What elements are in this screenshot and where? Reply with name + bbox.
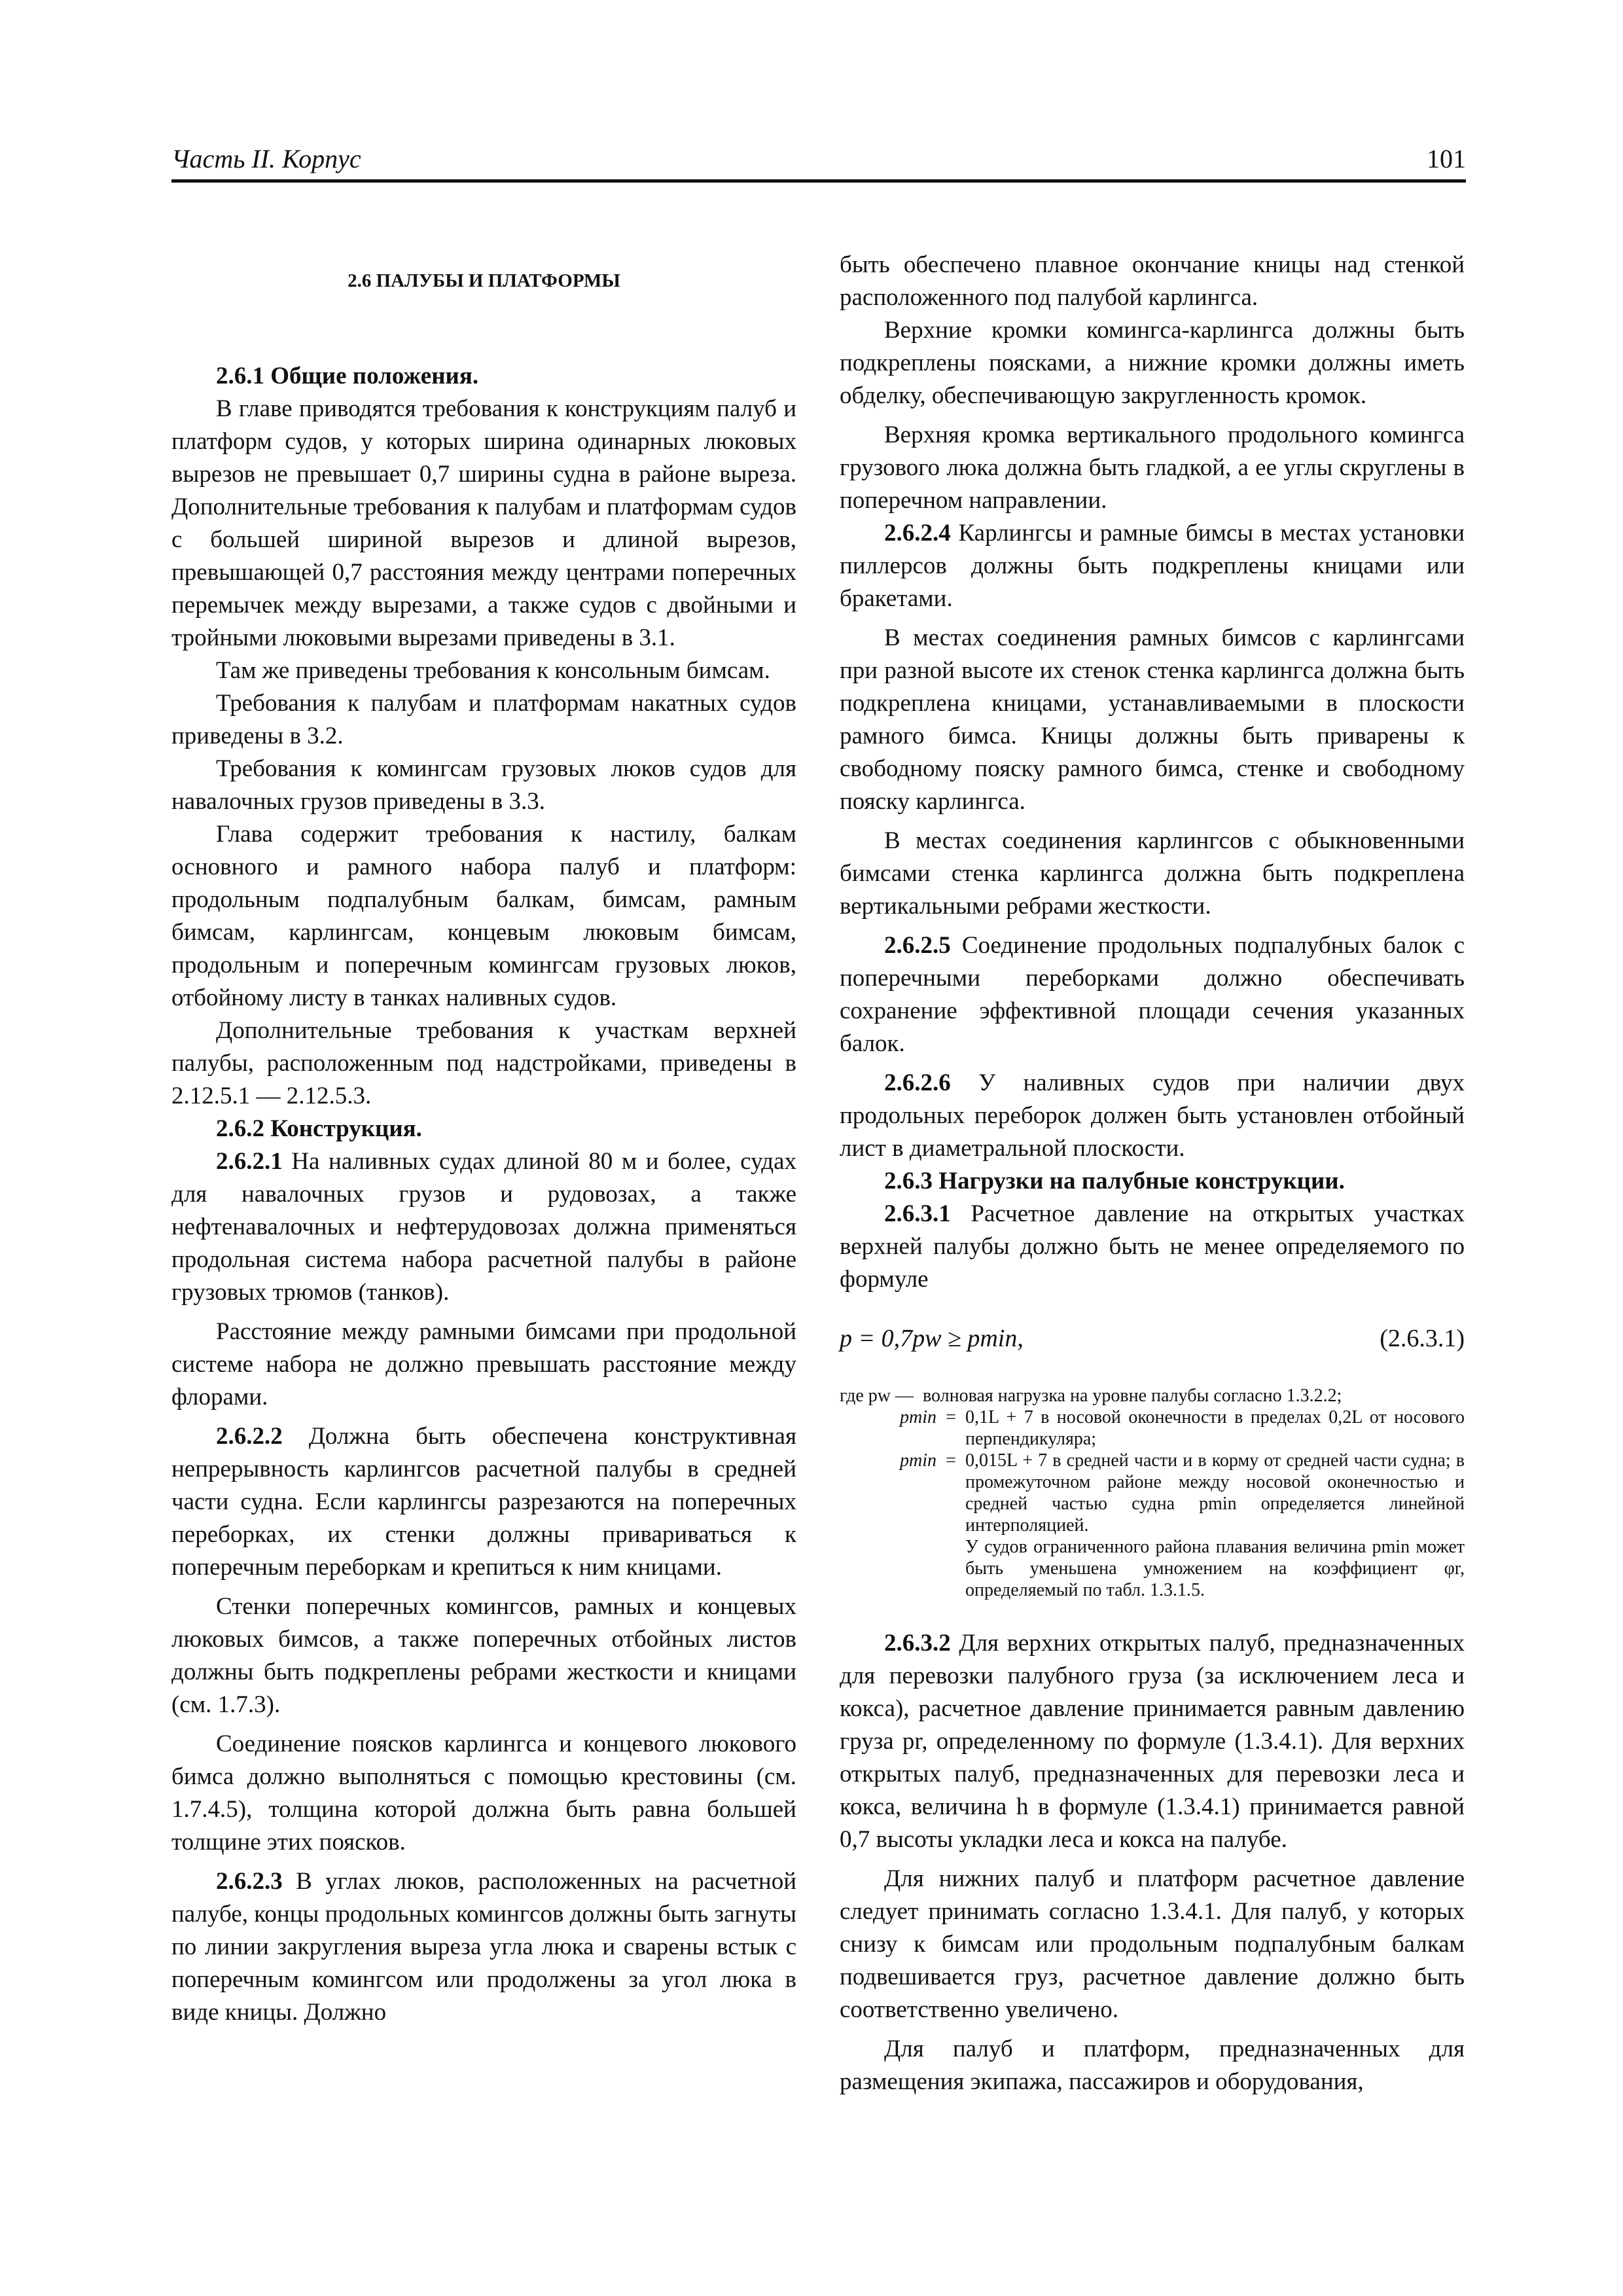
paragraph: Для палуб и платформ, предназначенных для размещения экипажа, пассажиров и оборудования, (840, 2036, 1465, 2095)
heading-2-6-2: 2.6.2 Конструкция. (216, 1115, 422, 1142)
clause-text: На наливных судах длиной 80 м и более, судах для навалочных грузов и рудовозах, а также нефтенавалочных и нефтерудовозах должна применяться продольная система набора расчетной палубы в районе грузовых трюмов (танков). (171, 1148, 797, 1306)
clause-number: 2.6.2.3 (216, 1868, 283, 1895)
definition-text: волновая нагрузка на уровне палубы согласно 1.3.2.2; (922, 1386, 1342, 1406)
paragraph: быть обеспечено плавное окончание кницы над стенкой расположенного под палубой карлингса. (840, 251, 1465, 311)
clause-number: 2.6.2.4 (884, 520, 951, 547)
definition-pmin-mid (840, 1450, 1465, 1536)
clause-2-6-2-4 (840, 517, 1465, 615)
paragraph: Дополнительные требования к участкам верхней палубы, расположенным под надстройками, приведены в 2.12.5.1 — 2.12.5.3. (171, 1017, 796, 1109)
paragraph: В местах соединения карлингсов с обыкновенными бимсами стенка карлингса должна быть подкреплена вертикальными ребрами жесткости. (840, 827, 1465, 920)
formula-expression: p = 0,7pw ≥ pmin, (840, 1325, 1024, 1352)
formula-2-6-3-1 (840, 1322, 1465, 1361)
paragraph: Глава содержит требования к настилу, балкам основного и рамного набора палуб и платформ: продольным подпалубным балкам, бимсам, рамным бимсам, карлингсам, концевым люковым бимсам, продольным и поперечным комингсам грузовых люков, отбойному листу в танках наливных судов. (171, 821, 796, 1011)
paragraph: В главе приводятся требования к конструкциям палуб и платформ судов, у которых ширина одинарных люковых вырезов не превышает 0,7 ширины судна в районе выреза. Дополнительные требования к палубам и платформам судов с большей шириной вырезов и длиной вырезов, превышающей 0,7 расстояния между центрами поперечных перемычек между вырезами, а также судов с двойными и тройными люковыми вырезами приведены в 3.1. (171, 395, 796, 651)
definition-symbol: где pw — (840, 1386, 914, 1406)
paragraph: Стенки поперечных комингсов, рамных и концевых люковых бимсов, а также поперечных отбойных листов должны быть подкреплены ребрами жесткости и кницами (см. 1.7.3). (171, 1593, 796, 1718)
running-title: Часть II. Корпус (171, 144, 361, 173)
paragraph: В местах соединения рамных бимсов с карлингсами при разной высоте их стенок стенка карлингса должна быть подкреплена кницами, устанавливаемыми в плоскости рамного бимса. Кницы должны быть приварены к свободному пояску рамного бимса, стенке и свободному пояску карлингса. (840, 624, 1465, 815)
paragraph: Соединение поясков карлингса и концевого люкового бимса должно выполняться с помощью крестовины (см. 1.7.4.5), толщина которой должна быть равна большей толщине этих поясков. (171, 1731, 796, 1856)
clause-text: Соединение продольных подпалубных балок с поперечными переборками должно обеспечивать сохранение эффективной площади сечения указанных балок. (840, 932, 1465, 1057)
heading-2-6-3: 2.6.3 Нагрузки на палубные конструкции. (884, 1168, 1345, 1194)
clause-2-6-3-1 (840, 1198, 1465, 1296)
page-number: 101 (1427, 144, 1466, 173)
clause-number: 2.6.3.1 (884, 1200, 951, 1227)
definition-symbol: pmin (900, 1407, 936, 1427)
paragraph: Требования к комингсам грузовых люков судов для навалочных грузов приведены в 3.3. (171, 755, 796, 815)
paragraph: Верхняя кромка вертикального продольного комингса грузового люка должна быть гладкой, а ее углы скруглены в поперечном направлении. (840, 422, 1465, 514)
definition-symbol: pmin (900, 1450, 936, 1471)
paragraph: Расстояние между рамными бимсами при продольной системе набора не должно превышать расстояние между флорами. (171, 1318, 796, 1410)
heading-2-6-1: 2.6.1 Общие положения. (216, 363, 479, 389)
clause-number: 2.6.2.1 (216, 1148, 283, 1175)
clause-number: 2.6.3.2 (884, 1630, 951, 1657)
clause-number: 2.6.2.5 (884, 932, 951, 959)
formula-definitions (840, 1385, 1465, 1601)
section-title: 2.6 ПАЛУБЫ И ПЛАТФОРМЫ (348, 270, 620, 291)
definition-pmin-bow (840, 1407, 1465, 1450)
definition-equals: = (946, 1407, 956, 1427)
clause-text: Должна быть обеспечена конструктивная непрерывность карлингсов расчетной палубы в средней части судна. Если карлингсы разрезаются на поперечных переборках, их стенки должны привариваться к поперечным переборкам и крепиться к ним кницами. (171, 1423, 797, 1581)
clause-2-6-2-6 (840, 1067, 1465, 1165)
definition-text: У судов ограниченного района плавания величина pmin может быть уменьшена умножением на коэффициент φr, определяемый по табл. 1.3.1.5. (965, 1537, 1465, 1600)
definition-note (840, 1536, 1465, 1601)
paragraph: Требования к палубам и платформам накатных судов приведены в 3.2. (171, 690, 796, 749)
clause-text: Карлингсы и рамные бимсы в местах установки пиллерсов должны быть подкреплены кницами или бракетами. (840, 520, 1465, 612)
definition-equals: = (946, 1450, 956, 1471)
clause-number: 2.6.2.6 (884, 1069, 951, 1096)
clause-text: Для верхних открытых палуб, предназначенных для перевозки палубного груза (за исключением леса и кокса), расчетное давление принимается равным давлению груза pr, определенному по формуле (1.3.4.1). Для верхних открытых палуб, предназначенных для перевозки леса и кокса, величина h в формуле (1.3.4.1) принимается равной 0,7 высоты укладки леса и кокса на палубе. (840, 1630, 1465, 1853)
clause-text: У наливных судов при наличии двух продольных переборок должен быть установлен отбойный лист в диаметральной плоскости. (840, 1069, 1465, 1162)
paragraph: Верхние кромки комингса-карлингса должны быть подкреплены поясками, а нижние кромки должны иметь обделку, обеспечивающую закругленность кромок. (840, 317, 1465, 409)
clause-2-6-2-1 (171, 1145, 796, 1309)
formula-number: (2.6.3.1) (1380, 1325, 1465, 1352)
clause-text: В углах люков, расположенных на расчетной палубе, концы продольных комингсов должны быть загнуты по линии закругления выреза угла люка и сварены встык с поперечным комингсом или продолжены за угол люка в виде кницы. Должно (171, 1868, 797, 2026)
paragraph: Там же приведены требования к консольным бимсам. (216, 657, 770, 684)
clause-2-6-2-5 (840, 929, 1465, 1060)
clause-2-6-2-3 (171, 1865, 796, 2029)
clause-text: Расчетное давление на открытых участках верхней палубы должно быть не менее определяемого по формуле (840, 1200, 1465, 1293)
clause-number: 2.6.2.2 (216, 1423, 283, 1450)
paragraph: Для нижних палуб и платформ расчетное давление следует принимать согласно 1.3.4.1. Для палуб, у которых снизу к бимсам или продольным подпалубным балкам подвешивается груз, расчетное давление должно быть соответственно увеличено. (840, 1865, 1465, 2023)
left-column (171, 249, 796, 2029)
definition-text: 0,1L + 7 в носовой оконечности в пределах 0,2L от носового перпендикуляра; (965, 1407, 1465, 1449)
definition-pw (840, 1385, 1465, 1407)
definition-text: 0,015L + 7 в средней части и в корму от средней части судна; в промежуточном районе между носовой оконечностью и средней частью судна pmin определяется линейной интерполяцией. (965, 1450, 1465, 1535)
clause-2-6-3-2 (840, 1627, 1465, 1856)
clause-2-6-2-2 (171, 1420, 796, 1584)
right-column (840, 249, 1465, 2098)
page-header (171, 143, 1466, 183)
